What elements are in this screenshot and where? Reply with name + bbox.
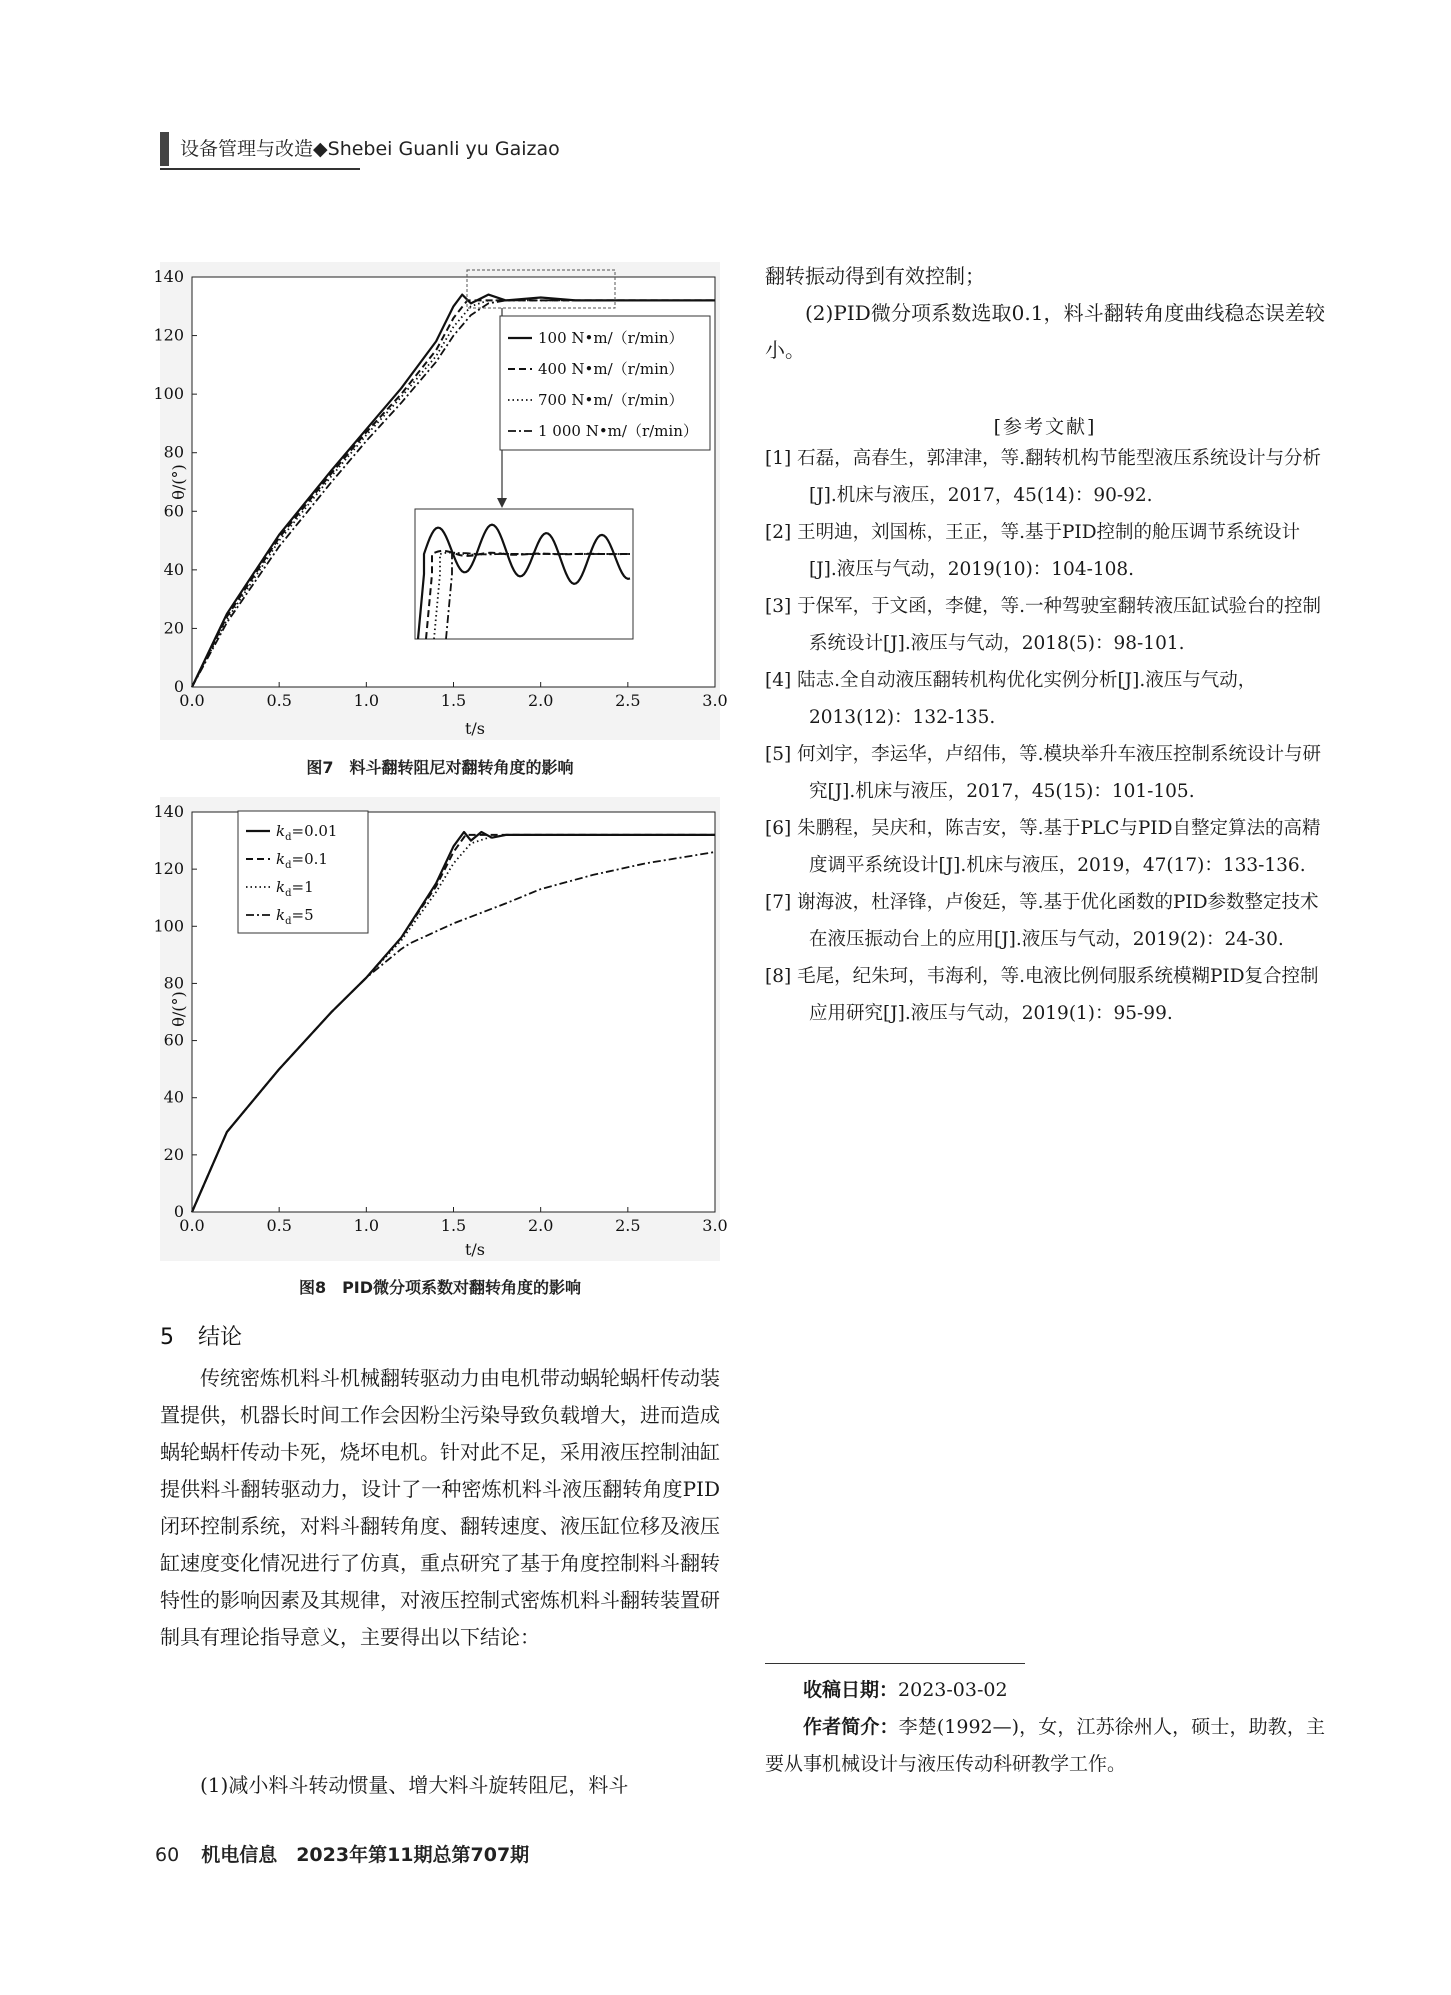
y-tick-label: 60 (163, 1030, 184, 1050)
author-bio: 作者简介：李楚(1992—)，女，江苏徐州人，硕士，助教，主要从事机械设计与液压传动科研教学工作。 (765, 1716, 1325, 1775)
y-tick-label: 20 (163, 1144, 184, 1164)
x-tick-label: 2.5 (615, 1216, 641, 1235)
conclusion-1-end: 翻转振动得到有效控制； (765, 264, 985, 288)
conclusion-1-start: (1)减小料斗转动惯量、增大料斗旋转阻尼，料斗 (200, 1773, 629, 1797)
x-tick-label: 3.0 (702, 691, 728, 710)
journal-issue: 机电信息 2023年第11期总第707期 (201, 1844, 530, 1866)
legend-label-1: 100 N•m/（r/min） (538, 329, 684, 347)
page-footer (155, 1840, 529, 1867)
y-tick-label: 40 (163, 1087, 184, 1107)
legend-label-2: $k_d=0.1$ (276, 850, 328, 871)
footnote (765, 1672, 1325, 1783)
y-tick-label: 80 (163, 973, 184, 993)
figure-7-xlabel: t/s (464, 719, 486, 738)
figure-8-caption: 图8 PID微分项系数对翻转角度的影响 (298, 1278, 582, 1297)
header-bar (160, 132, 169, 166)
y-tick-label: 40 (163, 559, 184, 579)
references-list (765, 440, 1325, 1032)
x-tick-label: 1.5 (440, 1216, 467, 1235)
running-header (160, 128, 720, 166)
footnote-rule (765, 1663, 1025, 1664)
reference-item: [5] 何刘宇，李运华，卢绍伟，等.模块举升车液压控制系统设计与研究[J].机床与液压，2017，45(15)：101-105. (765, 744, 1321, 802)
reference-item: [1] 石磊，高春生，郭津津，等.翻转机构节能型液压系统设计与分析[J].机床与液压，2017，45(14)：90-92. (765, 448, 1321, 506)
x-tick-label: 1.5 (440, 691, 467, 710)
figure-7-chart (153, 262, 728, 740)
y-tick-label: 100 (153, 384, 184, 404)
y-tick-label: 100 (153, 916, 184, 936)
y-tick-label: 140 (153, 802, 184, 821)
reference-item: [3] 于保军，于文函，李健，等.一种驾驶室翻转液压缸试验台的控制系统设计[J].液压与气动，2018(5)：98-101. (765, 596, 1321, 654)
y-tick-label: 0 (173, 677, 184, 696)
figure-8-chart (153, 797, 728, 1261)
reference-item: [7] 谢海波，杜泽锋，卢俊廷，等.基于优化函数的PID参数整定技术在液压振动台上的应用[J].液压与气动，2019(2)：24-30. (765, 892, 1319, 950)
y-tick-label: 80 (163, 442, 184, 462)
x-tick-label: 0.0 (179, 1216, 205, 1235)
section-5-paragraph: 传统密炼机料斗机械翻转驱动力由电机带动蜗轮蜗杆传动装置提供，机器长时间工作会因粉尘污染导致负载增大，进而造成蜗轮蜗杆传动卡死，烧坏电机。针对此不足，采用液压控制油缸提供料斗翻转驱动力，设计了一种密炼机料斗液压翻转角度PID闭环控制系统，对料斗翻转角度、翻转速度、液压缸位移及液压缸速度变化情况进行了仿真，重点研究了基于角度控制料斗翻转特性的影响因素及其规律，对液压控制式密炼机料斗翻转装置研制具有理论指导意义，主要得出以下结论： (160, 1366, 720, 1649)
y-tick-label: 60 (163, 501, 184, 521)
journal-name: 设备管理与改造◆Shebei Guanli yu Gaizao (180, 138, 560, 160)
page-number: 60 (155, 1844, 180, 1866)
x-tick-label: 1.0 (353, 691, 380, 710)
reference-item: [2] 王明迪，刘国栋，王正，等.基于PID控制的舱压调节系统设计[J].液压与气动，2019(10)：104-108. (765, 522, 1301, 580)
figure-7-caption: 图7 料斗翻转阻尼对翻转角度的影响 (306, 758, 574, 777)
x-tick-label: 1.0 (353, 1216, 380, 1235)
x-tick-label: 0.0 (179, 691, 205, 710)
reference-item: [4] 陆志.全自动液压翻转机构优化实例分析[J].液压与气动，2013(12)：132-135. (765, 670, 1257, 728)
x-tick-label: 2.0 (527, 691, 554, 710)
y-tick-label: 0 (173, 1202, 184, 1221)
y-tick-label: 140 (153, 267, 184, 286)
legend-label-3: 700 N•m/（r/min） (538, 391, 684, 409)
x-tick-label: 0.5 (266, 1216, 292, 1235)
figure-8-ylabel: θ/(°) (169, 991, 188, 1027)
x-tick-label: 3.0 (702, 1216, 728, 1235)
legend-label-3: $k_d=1$ (276, 878, 314, 899)
x-tick-label: 2.0 (527, 1216, 554, 1235)
legend-label-2: 400 N•m/（r/min） (538, 360, 684, 378)
y-tick-label: 20 (163, 618, 184, 638)
legend-label-1: $k_d=0.01$ (276, 822, 338, 843)
x-tick-label: 2.5 (615, 691, 641, 710)
references-title: [参考文献] (993, 416, 1097, 438)
reference-item: [6] 朱鹏程，吴庆和，陈吉安，等.基于PLC与PID自整定算法的高精度调平系统设计[J].机床与液压，2019，47(17)：133-136. (765, 818, 1321, 876)
legend-label-4: $k_d=5$ (276, 906, 314, 927)
received-date-line: 收稿日期：2023-03-02 (803, 1679, 1008, 1701)
header-rule (160, 168, 360, 170)
x-tick-label: 0.5 (266, 691, 292, 710)
y-tick-label: 120 (153, 859, 184, 879)
figure-8-xlabel: t/s (464, 1240, 486, 1259)
reference-item: [8] 毛尾，纪朱珂，韦海利，等.电液比例伺服系统模糊PID复合控制应用研究[J].液压与气动，2019(1)：95-99. (765, 966, 1319, 1024)
y-tick-label: 120 (153, 325, 184, 345)
section-5-heading: 5 结论 (160, 1325, 243, 1350)
figure-7-ylabel: θ/(°) (169, 464, 188, 500)
conclusion-2: (2)PID微分项系数选取0.1，料斗翻转角度曲线稳态误差较小。 (765, 301, 1325, 362)
legend-label-4: 1 000 N•m/（r/min） (538, 422, 698, 440)
